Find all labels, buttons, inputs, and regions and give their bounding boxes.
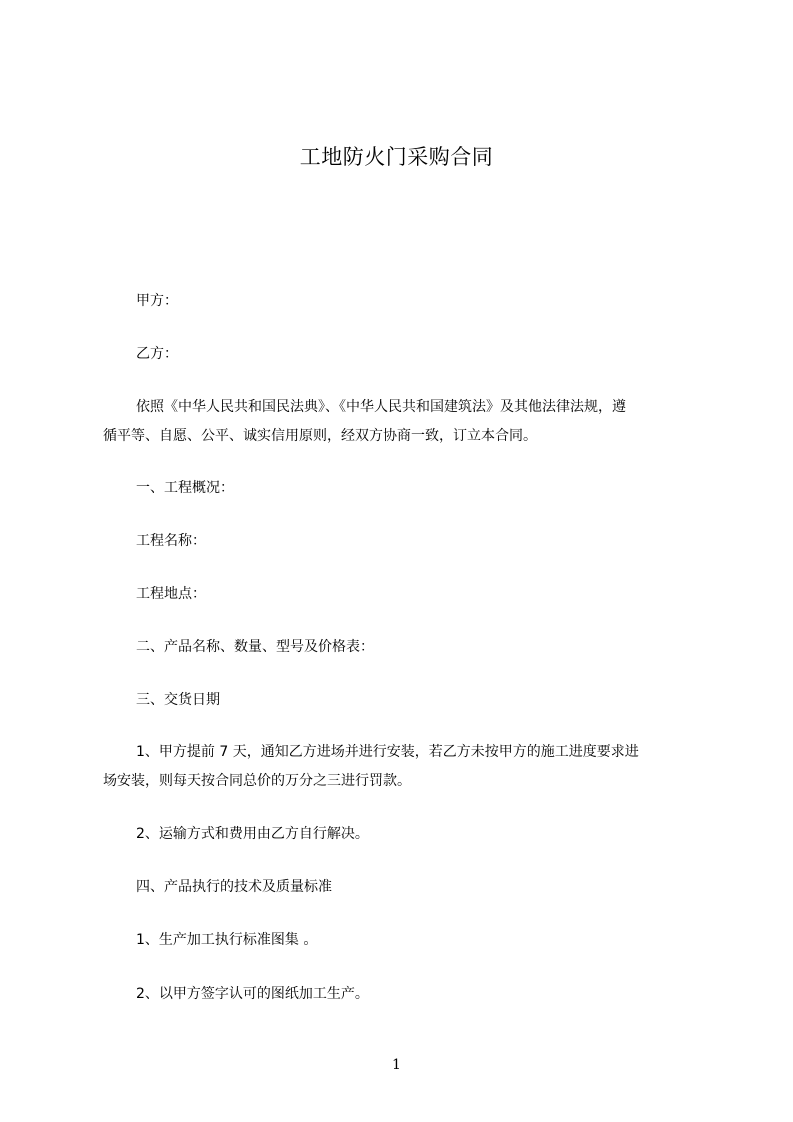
section-1-heading: 一、工程概况： xyxy=(136,480,234,496)
clause-3-1-paragraph xyxy=(103,738,718,796)
clause-3-1-line-1: 1、甲方提前 7 天，通知乙方进场并进行安装，若乙方未按甲方的施工进度要求进 xyxy=(136,744,639,760)
party-b-label: 乙方： xyxy=(136,346,178,362)
preamble-paragraph xyxy=(103,393,718,451)
preamble-line-2: 循平等、自愿、公平、诚实信用原则，经双方协商一致，订立本合同。 xyxy=(103,428,537,444)
page-number: 1 xyxy=(392,1057,401,1073)
clause-3-1-line-2: 场安装，则每天按合同总价的万分之三进行罚款。 xyxy=(103,773,411,789)
document-title: 工地防火门采购合同 xyxy=(299,145,494,169)
clause-4-1: 1、生产加工执行标准图集 。 xyxy=(136,932,318,948)
clause-3-2: 2、运输方式和费用由乙方自行解决。 xyxy=(136,826,369,842)
clause-4-2: 2、以甲方签字认可的图纸加工生产。 xyxy=(136,986,369,1002)
project-name-label: 工程名称： xyxy=(136,533,206,549)
project-location-label: 工程地点： xyxy=(136,586,206,602)
preamble-line-1: 依照《中华人民共和国民法典》、《中华人民共和国建筑法》及其他法律法规，遵 xyxy=(136,399,626,415)
section-4-heading: 四、产品执行的技术及质量标准 xyxy=(136,879,332,895)
party-a-label: 甲方： xyxy=(136,293,178,309)
section-2-heading: 二、产品名称、数量、型号及价格表： xyxy=(136,639,374,655)
section-3-heading: 三、交货日期 xyxy=(136,692,220,708)
